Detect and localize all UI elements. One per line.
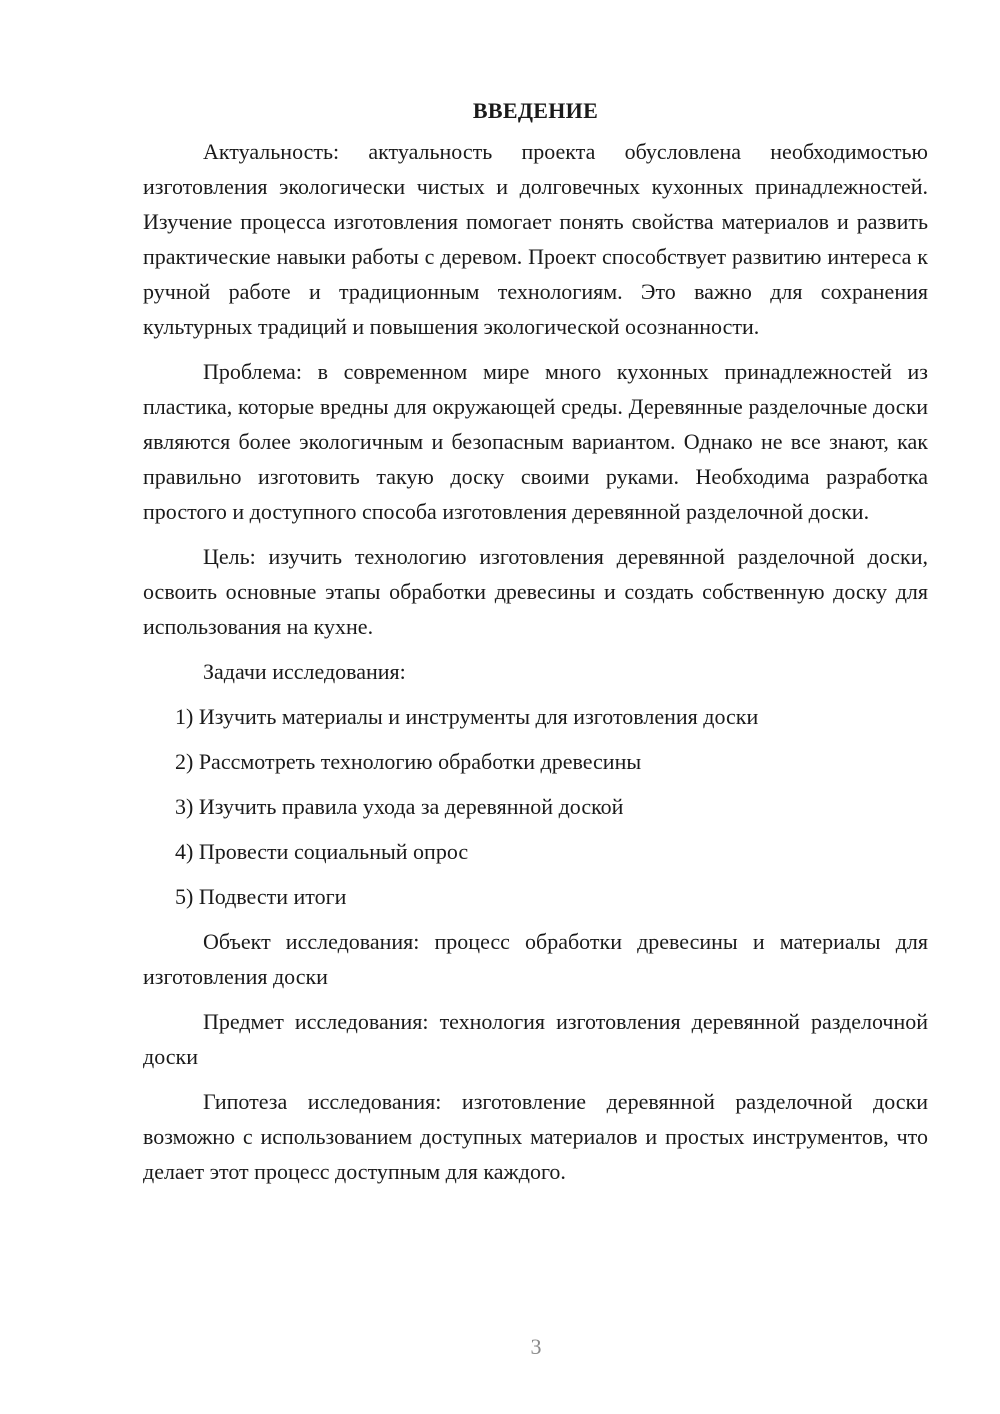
hypothesis-paragraph: Гипотеза исследования: изготовление деревянной разделочной доски возможно с использованием доступных материалов и простых инструментов, что делает этот процесс доступным для каждого. xyxy=(143,1089,928,1184)
task-item: 2) Рассмотреть технологию обработки древесины xyxy=(175,749,642,774)
goal-paragraph: Цель: изучить технологию изготовления деревянной разделочной доски, освоить основные этапы обработки древесины и создать собственную доску для использования на кухне. xyxy=(143,544,928,639)
object-paragraph: Объект исследования: процесс обработки древесины и материалы для изготовления доски xyxy=(143,929,928,989)
task-item: 4) Провести социальный опрос xyxy=(175,839,469,864)
page-number: 3 xyxy=(530,1334,542,1359)
page-content xyxy=(143,96,928,1199)
relevance-paragraph: Актуальность: актуальность проекта обусловлена необходимостью изготовления экологически чистых и долговечных кухонных принадлежностей. Изучение процесса изготовления помогает понять свойства материалов и развить практические навыки работы с деревом. Проект способствует развитию интереса к ручной работе и традиционным технологиям. Это важно для сохранения культурных традиций и повышения экологической осознанности. xyxy=(143,139,928,339)
subject-paragraph: Предмет исследования: технология изготовления деревянной разделочной доски xyxy=(143,1009,928,1069)
task-item: 3) Изучить правила ухода за деревянной доской xyxy=(175,794,624,819)
task-item: 1) Изучить материалы и инструменты для изготовления доски xyxy=(175,704,759,729)
tasks-heading: Задачи исследования: xyxy=(203,659,406,684)
problem-paragraph: Проблема: в современном мире много кухонных принадлежностей из пластика, которые вредны для окружающей среды. Деревянные разделочные доски являются более экологичным и безопасным вариантом. Однако не все знают, как правильно изготовить такую доску своими руками. Необходима разработка простого и доступного способа изготовления деревянной разделочной доски. xyxy=(143,359,928,524)
task-list xyxy=(143,699,928,914)
section-title: ВВЕДЕНИЕ xyxy=(472,98,599,123)
task-item: 5) Подвести итоги xyxy=(175,884,347,909)
